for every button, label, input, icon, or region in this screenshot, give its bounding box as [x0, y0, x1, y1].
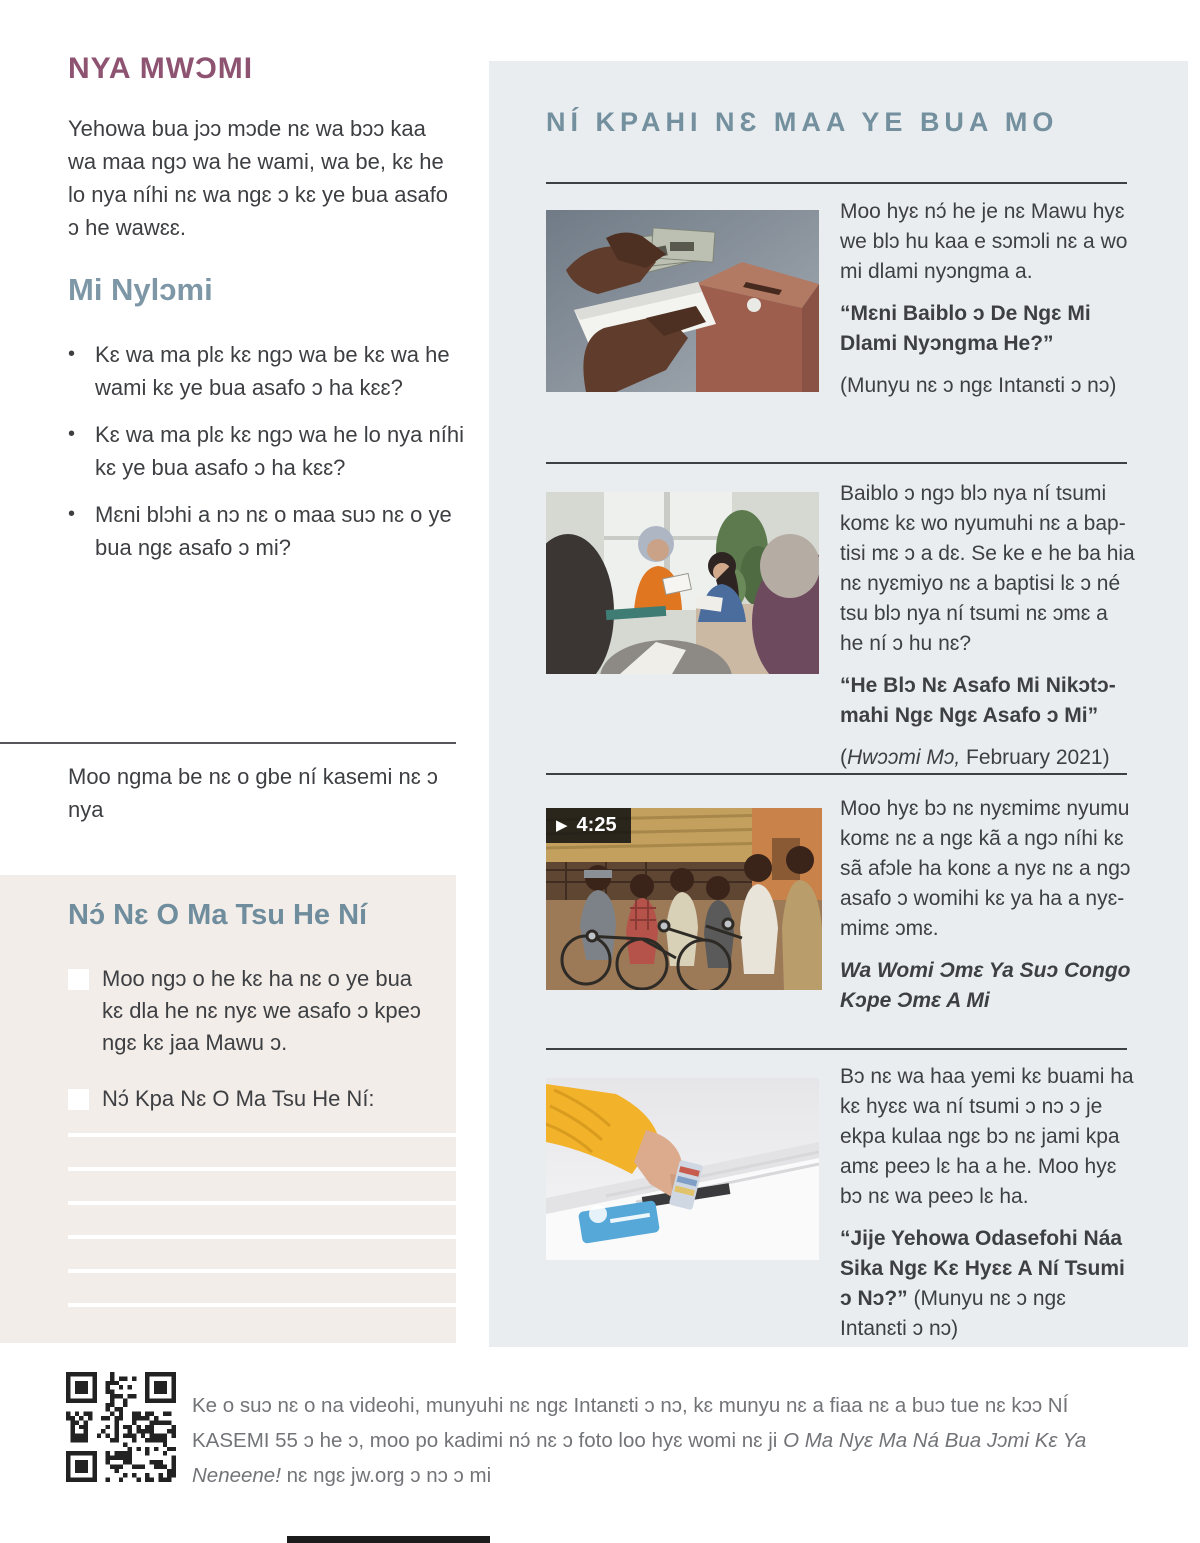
question-item	[68, 418, 468, 484]
checkbox[interactable]	[68, 969, 89, 990]
qr-code	[66, 1372, 176, 1482]
article-title-line	[840, 1224, 1136, 1344]
action-item-text: Moo ngɔ o he kɛ ha nɛ o ye bua kɛ dla he nɛ nyɛ we asafo ɔ kpeɔ ngɛ kɛ jaa Mawu ɔ.	[102, 966, 421, 1055]
footer-text: Ke o suɔ nɛ o na videohi, munyuhi nɛ ngɛ Intanɛti ɔ nɔ, kɛ munyu nɛ a fiaa nɛ a buɔ tue nɛ kɔɔ NÍ KASEMI 55 ɔ he ɔ, moo po kadimi nɔ́ nɛ ɔ foto loo hyɛ womi nɛ ji	[192, 1394, 1069, 1452]
footer-note	[192, 1388, 1104, 1493]
action-box-title: Nɔ́ Nɛ O Ma Tsu He Ní	[68, 899, 368, 931]
question-item	[68, 338, 468, 404]
print-registration-mark	[287, 1536, 490, 1543]
article-title: “He Blɔ Nɛ Asafo Mi Nikɔtɔmahi Ngɛ Ngɛ Asafo ɔ Mi”	[840, 674, 1116, 727]
section-divider	[546, 773, 1127, 775]
section-paragraph: Bɔ nɛ wa haa yemi kɛ buami ha kɛ hyɛɛ wa ní tsumi ɔ nɔ ɔ je ekpa kulaa ngɛ bɔ nɛ jami kpa amɛ peeɔ lɛ ha a he. Moo hyɛ bɔ nɛ wa peeɔ lɛ ha.	[840, 1065, 1134, 1208]
action-item	[68, 963, 428, 1059]
section-paragraph: Baiblo ɔ ngɔ blɔ nya ní tsumi komɛ kɛ wo nyumuhi nɛ a baptisi mɛ ɔ a dɛ. Se ke e he ba hia nɛ nyɛmiyo nɛ a baptisi lɛ ɔ né tsu blɔ nya ní tsumi nɛ ɔmɛ a he ní ɔ hu nɛ?	[840, 482, 1135, 655]
source-date: February 2021)	[960, 746, 1110, 769]
section-divider	[546, 462, 1127, 464]
section-text	[840, 1062, 1136, 1344]
answer-line	[68, 1201, 456, 1205]
video-thumbnail[interactable]	[546, 808, 822, 990]
video-duration-badge	[546, 808, 631, 843]
play-icon: ▶	[556, 817, 568, 834]
book-title: O Ma Nyɛ Ma Ná Bua Jɔmi Kɛ Ya Neneene!	[192, 1429, 1087, 1487]
question-item	[68, 498, 468, 564]
video-title: Wa Womi Ɔmɛ Ya Suɔ Congo Kɔpe Ɔmɛ A Mi	[840, 959, 1131, 1012]
article-source	[840, 743, 1136, 773]
songs-heading: Mi Nylɔmi	[68, 272, 213, 307]
helps-panel	[489, 61, 1188, 1347]
question-text: Kɛ wa ma plɛ kɛ ngɔ wa be kɛ wa he wami kɛ ye bua asafo ɔ ha kɛɛ?	[95, 342, 450, 400]
bullet-icon: •	[68, 503, 76, 525]
section-paragraph: Moo hyɛ nɔ́ he je nɛ Mawu hyɛ we blɔ hu kaa e sɔmɔli nɛ a wo mi dlami nyɔngma a.	[840, 200, 1128, 283]
panel-heading: NÍ KPAHI NƐ MAA YE BUA MO	[546, 107, 1059, 137]
section-divider	[546, 182, 1127, 184]
preview-heading: NYA MWƆMI	[68, 52, 254, 85]
question-text: Kɛ wa ma plɛ kɛ ngɔ wa he lo nya níhi kɛ ye bua asafo ɔ ha kɛɛ?	[95, 422, 464, 480]
preview-paragraph: Yehowa bua jɔɔ mɔde nɛ wa bɔɔ kaa wa maa ngɔ wa he wami, wa be, kɛ he lo nya níhi nɛ wa ngɛ ɔ kɛ ye bua asafo ɔ he wawɛɛ.	[68, 116, 449, 240]
source-paren: (	[840, 746, 847, 769]
answer-line	[68, 1235, 456, 1239]
section-text	[840, 197, 1136, 401]
answer-line	[68, 1303, 456, 1307]
bullet-icon: •	[68, 423, 76, 445]
article-title: “Mɛni Baiblo ɔ De Ngɛ Mi Dlami Nyɔngma He?”	[840, 302, 1091, 355]
section-divider	[546, 1048, 1127, 1050]
answer-line	[68, 1167, 456, 1171]
action-item	[68, 1083, 428, 1115]
article-title: “Jije Yehowa Odasefohi Náa Sika Ngɛ Kɛ Hyɛɛ A Ní Tsumi ɔ Nɔ?”	[840, 1227, 1125, 1310]
answer-line	[68, 1269, 456, 1273]
donation-box-image	[546, 1078, 819, 1260]
article-source: (Munyu nɛ ɔ ngɛ Intanɛti ɔ nɔ)	[840, 374, 1117, 397]
checkbox[interactable]	[68, 1089, 89, 1110]
magazine-name: Hwɔɔmi Mɔ,	[847, 746, 961, 769]
article-source: (Munyu nɛ ɔ ngɛ Intanɛti ɔ nɔ)	[840, 1287, 1066, 1340]
question-text: Mɛni blɔhi a nɔ nɛ o maa suɔ nɛ o ye bua ngɛ asafo ɔ mi?	[95, 502, 452, 560]
contribution-envelope-image	[546, 210, 819, 392]
left-divider	[0, 742, 456, 744]
bullet-icon: •	[68, 343, 76, 365]
section-text	[840, 794, 1136, 1016]
section-paragraph: Moo hyɛ bɔ nɛ nyɛmimɛ nyumu komɛ nɛ a ngɛ kã a ngɔ níhi kɛ sã afɔle ha konɛ a nyɛ nɛ a ngɔ asafo ɔ womihi kɛ ya ha a nyɛmimɛ ɔmɛ.	[840, 797, 1131, 940]
discussion-questions	[68, 338, 468, 578]
answer-line	[68, 1133, 456, 1137]
bible-study-image	[546, 492, 819, 674]
goal-note: Moo ngma be nɛ o gbe ní kasemi nɛ ɔ nya	[68, 764, 438, 822]
video-duration: 4:25	[576, 814, 617, 836]
action-item-text: Nɔ́ Kpa Nɛ O Ma Tsu He Ní:	[102, 1086, 375, 1111]
footer-text-end: nɛ ngɛ jw.org ɔ nɔ ɔ mi	[280, 1464, 492, 1487]
section-text	[840, 479, 1136, 773]
action-box	[0, 875, 456, 1343]
